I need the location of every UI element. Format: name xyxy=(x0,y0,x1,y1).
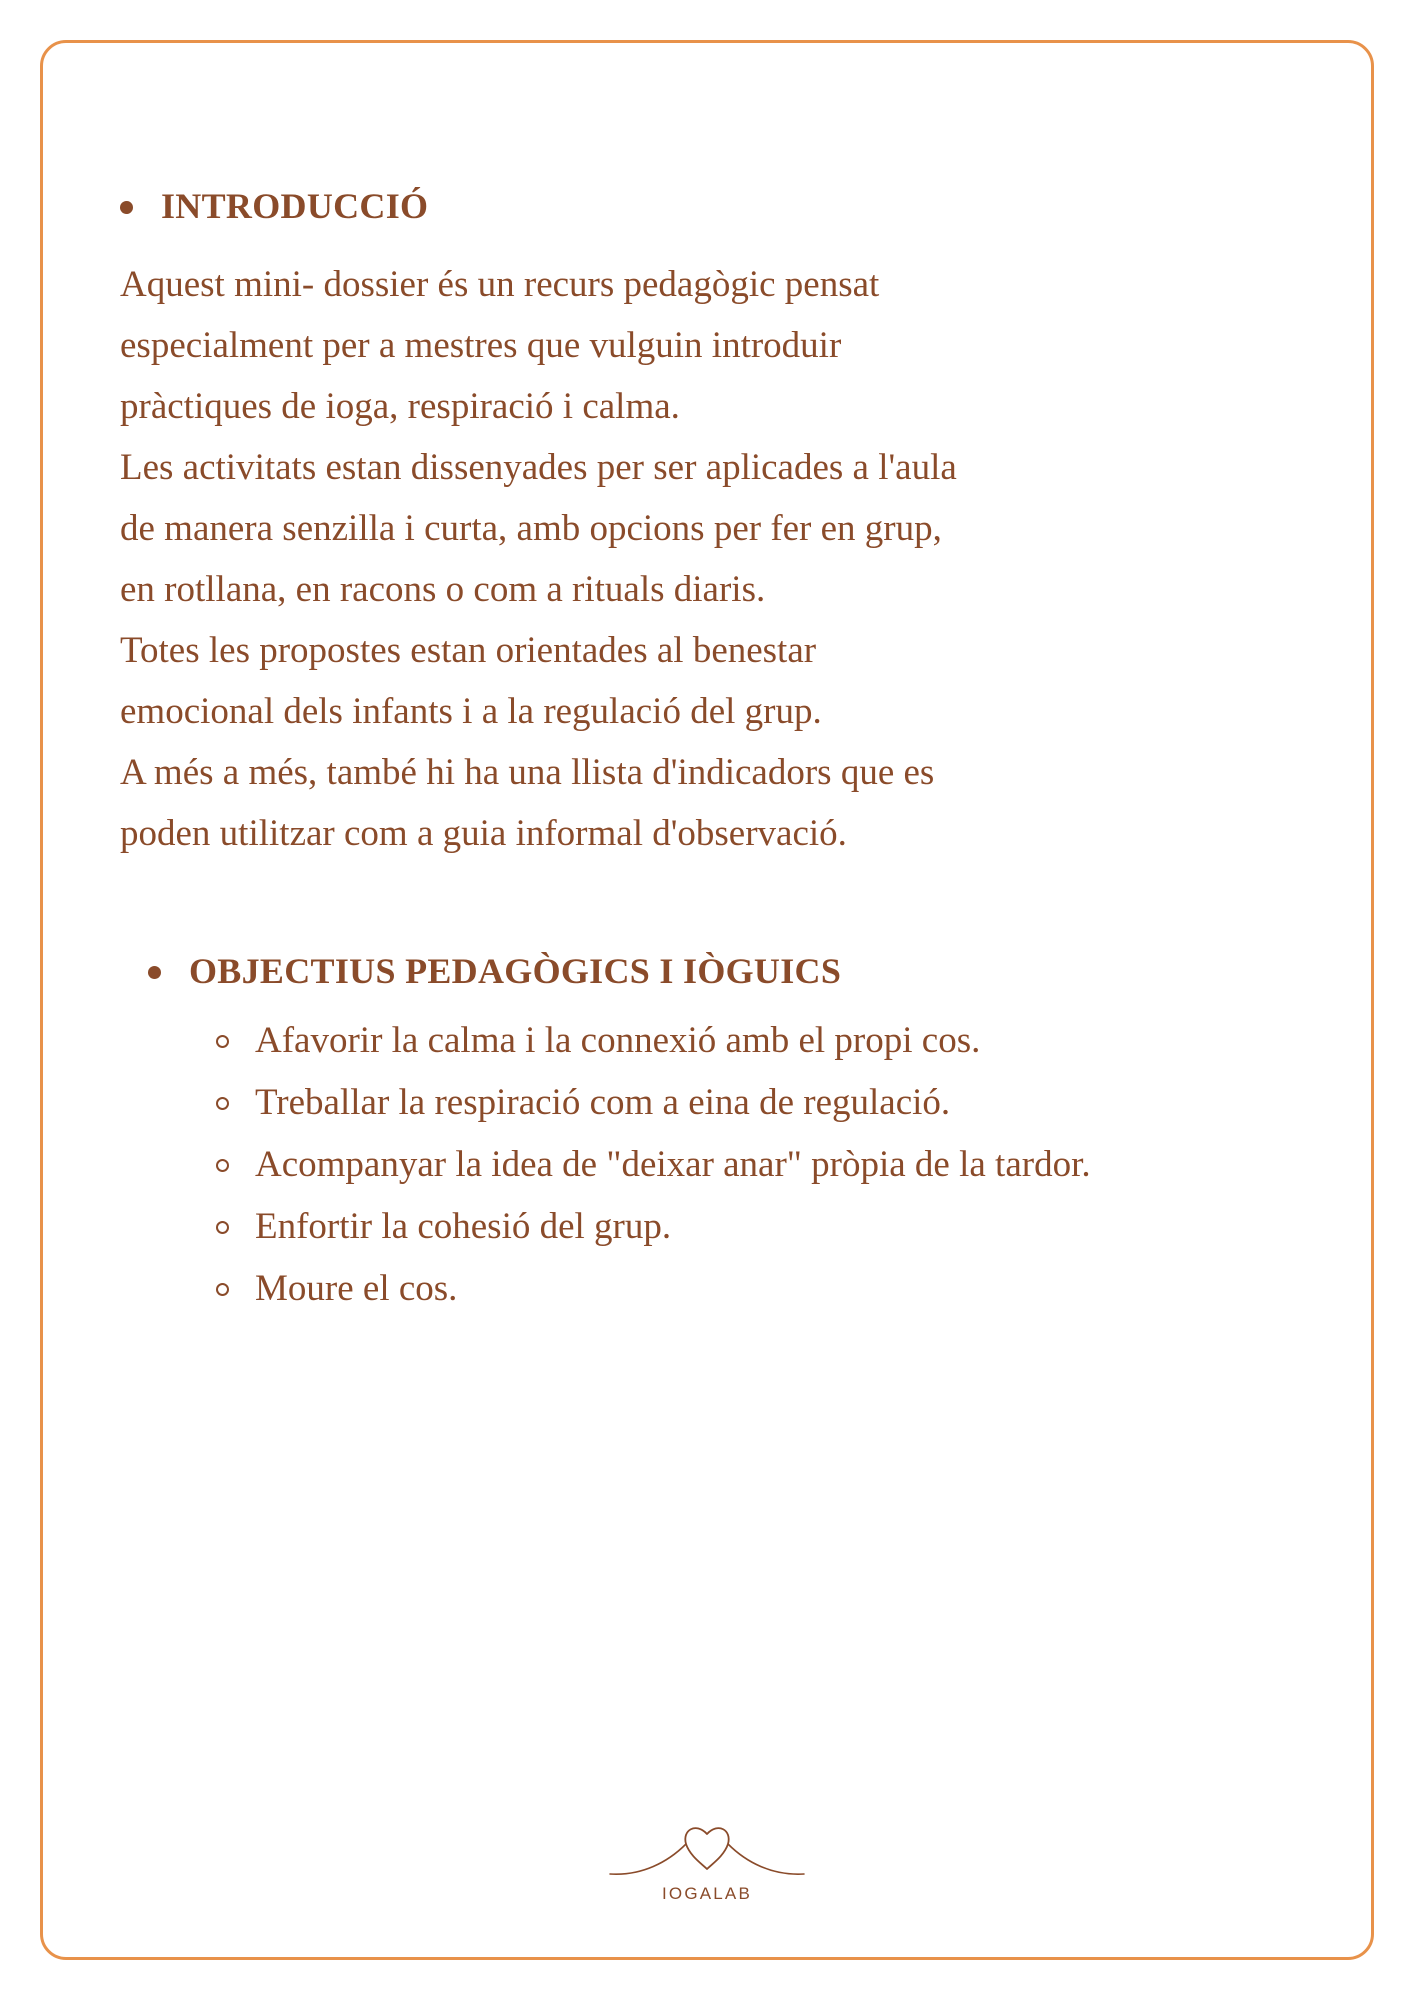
document-content xyxy=(120,185,1280,1323)
body-line: Les activitats estan dissenyades per ser aplicades a l'aula xyxy=(120,447,957,489)
body-line: poden utilitzar com a guia informal d'observació. xyxy=(120,813,847,855)
section-heading-objectius xyxy=(120,950,1280,993)
bullet-disc-icon xyxy=(148,966,161,979)
section-heading-label: OBJECTIUS PEDAGÒGICS I IÒGUICS xyxy=(189,951,842,992)
list-item-label: Moure el cos. xyxy=(255,1268,458,1310)
list-item xyxy=(216,1075,1280,1131)
body-line: Totes les propostes estan orientades al benestar xyxy=(120,630,817,672)
body-line: emocional dels infants i a la regulació del grup. xyxy=(120,691,822,733)
objectives-list xyxy=(120,1013,1280,1317)
heart-swash-logo-icon xyxy=(602,1816,812,1882)
section-heading-label: INTRODUCCIÓ xyxy=(161,186,429,226)
body-line: de manera senzilla i curta, amb opcions per fer en grup, xyxy=(120,508,942,550)
bullet-disc-icon xyxy=(120,201,133,214)
bullet-circle-icon xyxy=(216,1159,229,1172)
section-heading-introduccio xyxy=(120,185,1280,228)
introduction-paragraph xyxy=(120,254,1280,864)
body-line: en rotllana, en racons o com a rituals diaris. xyxy=(120,569,766,611)
body-line: especialment per a mestres que vulguin introduir xyxy=(120,325,842,367)
bullet-circle-icon xyxy=(216,1283,229,1296)
list-item xyxy=(216,1199,1280,1255)
footer-brand xyxy=(0,1816,1414,1904)
body-line: A més a més, també hi ha una llista d'indicadors que es xyxy=(120,752,935,794)
list-item xyxy=(216,1013,1280,1069)
list-item-label: Afavorir la calma i la connexió amb el propi cos. xyxy=(255,1020,981,1062)
list-item xyxy=(216,1137,1280,1193)
list-item xyxy=(216,1261,1280,1317)
bullet-circle-icon xyxy=(216,1035,229,1048)
list-item-label: Acompanyar la idea de "deixar anar" pròpia de la tardor. xyxy=(255,1144,1091,1186)
body-line: pràctiques de ioga, respiració i calma. xyxy=(120,386,680,428)
list-item-label: Enfortir la cohesió del grup. xyxy=(255,1206,672,1248)
brand-name: IOGALAB xyxy=(661,1884,753,1903)
list-item-label: Treballar la respiració com a eina de regulació. xyxy=(255,1082,951,1124)
bullet-circle-icon xyxy=(216,1221,229,1234)
body-line: Aquest mini- dossier és un recurs pedagògic pensat xyxy=(120,264,880,306)
bullet-circle-icon xyxy=(216,1097,229,1110)
